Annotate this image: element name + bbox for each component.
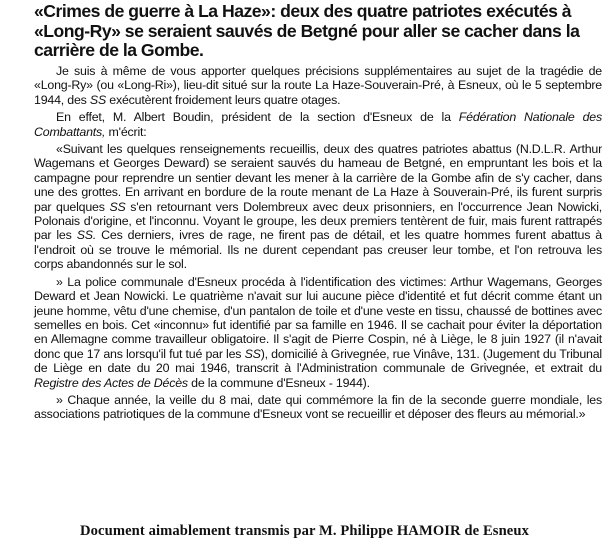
- document-credit: Document aimablement transmis par M. Philippe HAMOIR de Esneux: [79, 523, 529, 539]
- italic-text-run: Registre des Actes de Décès: [34, 375, 188, 390]
- article-paragraph: [34, 275, 602, 390]
- text-run: » Chaque année, la veille du 8 mai, date qui commémore la fin de la seconde guerre mondiale, les associations patriotiques de la commune d'Esneux vont se recueillir et déposer des fleurs au mémorial.»: [34, 392, 602, 422]
- text-run: En effet, M. Albert Boudin, président de la section d'Esneux de la: [56, 110, 459, 125]
- italic-text-run: SS: [244, 346, 261, 361]
- text-run: » La police communale d'Esneux procéda à l'identification des victimes: Arthur Wagemans, Georges Deward et Jean Nowicki. Le quatrième n'avait sur lui aucune pièce d'identité et fut décrit comme étant un jeune homme, vêtu d'une chemise, d'un pantalon de toile et d'une veste en tissu, chaussé de bottines avec semelles en bois. Cet «inconnu» fut identifié par sa famille en 1946. Il se cachait pour éviter la déportation en Allemagne comme travailleur obligatoire. Il s'agit de Pierre Cospin, né à Liège, le 8 juin 1927 (il n'avait donc que 17 ans lorsqu'il fut tué par les: [34, 274, 602, 361]
- text-run: Ces derniers, ivres de rage, ne firent pas de détail, et les quatre hommes furent abattus à l'endroit où se trouve le mémorial. Ils ne durent cependant pas creuser leur tombe, et l'on retrouva les corps abandonnés sur le sol.: [34, 228, 602, 272]
- text-run: s'en retournant vers Dolembreux avec deux prisonniers, en l'occurrence Jean Nowicki, Polonais d'origine, et l'inconnu. Voyant le groupe, les deux premiers tentèrent de fuir, mais furent rattrapés par les: [34, 199, 602, 243]
- text-run: m'écrit:: [105, 124, 147, 139]
- article-headline: «Crimes de guerre à La Haze»: deux des quatre patriotes exécutés à «Long-Ry» se seraient sauvés de Betgné pour aller se cacher dans la carrière de la Gombe.: [34, 1, 580, 60]
- italic-text-run: Fédération Nationale des Combattants,: [34, 110, 602, 139]
- text-run: Je suis à même de vous apporter quelques précisions supplémentaires au sujet de la tragédie de «Long-Ry» (ou «Long-Ri»), lieu-dit situé sur la route La Haze-Souverain-Pré, à Esneux, où le 5 septembre 1944, des: [34, 64, 602, 107]
- italic-text-run: SS: [109, 199, 126, 214]
- text-run: «Suivant les quelques renseignements recueillis, deux des quatres patriotes abattus (N.D.L.R. Arthur Wagemans et Georges Deward) se seraient sauvés du hameau de Betgné, en empruntant les bois et la campagne pour reprendre un sentier devant les mener à la carrière de la Gombe afin de s'y cacher, dans une des grottes. En arrivant en bordure de la route menant de La Haze à Souverain-Pré, ils furent surpris par quelques: [34, 142, 602, 214]
- text-run: exécutèrent froidement leurs quatre otages.: [106, 92, 341, 107]
- article-paragraph: [34, 393, 602, 422]
- article-paragraph: [34, 64, 602, 107]
- article-paragraph: [34, 110, 602, 139]
- text-run: ), domicilié à Grivegnée, rue Vinâve, 131. (Jugement du Tribunal de Liège en date du 20 mai 1946, transcrit à l'Administration communale de Grivegnée, et extrait du: [34, 346, 602, 376]
- text-run: de la commune d'Esneux - 1944).: [187, 375, 370, 390]
- italic-text-run: SS: [89, 92, 107, 107]
- italic-text-run: SS.: [76, 228, 97, 243]
- article-paragraph: [34, 142, 602, 272]
- article-body: [34, 64, 602, 422]
